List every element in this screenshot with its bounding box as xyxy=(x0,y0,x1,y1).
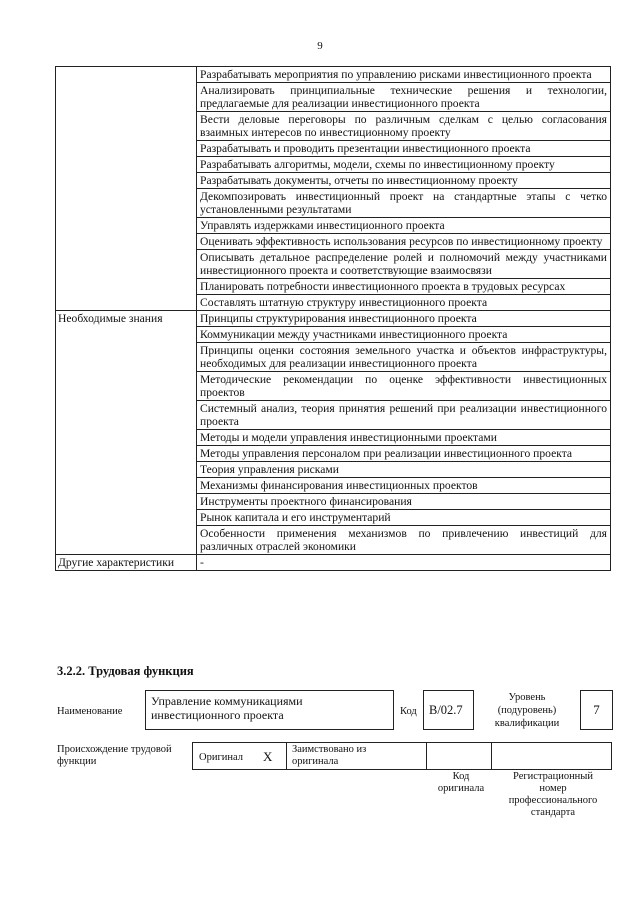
row-value: Разрабатывать алгоритмы, модели, схемы по инвестиционному проекту xyxy=(197,157,611,173)
code-original-1: Код xyxy=(452,771,470,782)
level-label-1: Уровень xyxy=(508,692,546,703)
reg-number-4: стандарта xyxy=(530,807,576,818)
section-title: 3.2.2. Трудовая функция xyxy=(57,664,194,678)
borrowed-label-1: Заимствовано из xyxy=(292,744,367,755)
row-value: Особенности применения механизмов по привлечению инвестиций для различных отраслей экономики xyxy=(197,526,611,555)
code-label: Код xyxy=(400,706,417,717)
level-label xyxy=(486,691,568,730)
row-label xyxy=(56,67,197,311)
level-value: 7 xyxy=(593,702,600,717)
borrowed-label xyxy=(292,744,366,768)
row-value: Теория управления рисками xyxy=(197,462,611,478)
code-original-caption xyxy=(426,771,496,795)
skill-row xyxy=(56,67,611,83)
reg-number-2: номер xyxy=(539,783,567,794)
reg-number-caption xyxy=(496,771,610,819)
row-value: Планировать потребности инвестиционного проекта в трудовых ресурсах xyxy=(197,279,611,295)
reg-number-3: профессионального xyxy=(508,795,598,806)
row-value: Методы и модели управления инвестиционными проектами xyxy=(197,430,611,446)
row-value: Рынок капитала и его инструментарий xyxy=(197,510,611,526)
origin-label-1: Происхождение трудовой xyxy=(57,744,172,755)
level-label-2: (подуровень) xyxy=(497,705,557,716)
name-label: Наименование xyxy=(57,706,123,717)
level-box xyxy=(580,690,613,730)
row-label: Необходимые знания xyxy=(56,311,197,555)
knowledge-row xyxy=(56,311,611,327)
origin-label-2: функции xyxy=(57,756,97,767)
row-value: Декомпозировать инвестиционный проект на стандартные этапы с четко установленными результатами xyxy=(197,189,611,218)
row-value: Методы управления персоналом при реализации инвестиционного проекта xyxy=(197,446,611,462)
code-original-2: оригинала xyxy=(437,783,485,794)
row-value: Управлять издержками инвестиционного проекта xyxy=(197,218,611,234)
origin-label xyxy=(57,744,172,768)
row-value: Оценивать эффективность использования ресурсов по инвестиционному проекту xyxy=(197,234,611,250)
row-value: Коммуникации между участниками инвестиционного проекта xyxy=(197,327,611,343)
code-value: B/02.7 xyxy=(429,703,463,717)
name-box xyxy=(145,690,394,730)
row-value: Вести деловые переговоры по различным сделкам с целью согласования взаимных интересов по инвестиционному проекту xyxy=(197,112,611,141)
row-value: Разрабатывать документы, отчеты по инвестиционному проекту xyxy=(197,173,611,189)
row-value: Механизмы финансирования инвестиционных проектов xyxy=(197,478,611,494)
name-value-line1: Управление коммуникациями xyxy=(151,694,303,708)
row-value: Принципы оценки состояния земельного участка и объектов инфраструктуры, необходимых для реализации инвестиционного проекта xyxy=(197,343,611,372)
original-label: Оригинал xyxy=(199,752,243,763)
borrowed-label-2: оригинала xyxy=(292,756,339,767)
other-row xyxy=(56,555,611,571)
row-value: Анализировать принципиальные технические решения и технологии, предлагаемые для реализации инвестиционного проекта xyxy=(197,83,611,112)
name-value-line2: инвестиционного проекта xyxy=(151,708,284,722)
code-box xyxy=(423,690,474,730)
row-value: Принципы структурирования инвестиционного проекта xyxy=(197,311,611,327)
row-value: Разрабатывать мероприятия по управлению рисками инвестиционного проекта xyxy=(197,67,611,83)
row-value: Методические рекомендации по оценке эффективности инвестиционных проектов xyxy=(197,372,611,401)
reg-number-1: Регистрационный xyxy=(513,771,593,782)
row-value: Разрабатывать и проводить презентации инвестиционного проекта xyxy=(197,141,611,157)
origin-table xyxy=(192,742,612,770)
row-value: Составлять штатную структуру инвестиционного проекта xyxy=(197,295,611,311)
original-mark: X xyxy=(263,749,273,764)
page-number: 9 xyxy=(317,40,323,52)
level-label-3: квалификации xyxy=(494,718,560,729)
row-value: - xyxy=(197,555,611,571)
row-value: Системный анализ, теория принятия решений при реализации инвестиционного проекта xyxy=(197,401,611,430)
row-label: Другие характеристики xyxy=(56,555,197,571)
row-value: Описывать детальное распределение ролей и полномочий между участниками инвестиционного проекта и соответствующие взаимосвязи xyxy=(197,250,611,279)
row-value: Инструменты проектного финансирования xyxy=(197,494,611,510)
competency-table xyxy=(55,66,611,571)
